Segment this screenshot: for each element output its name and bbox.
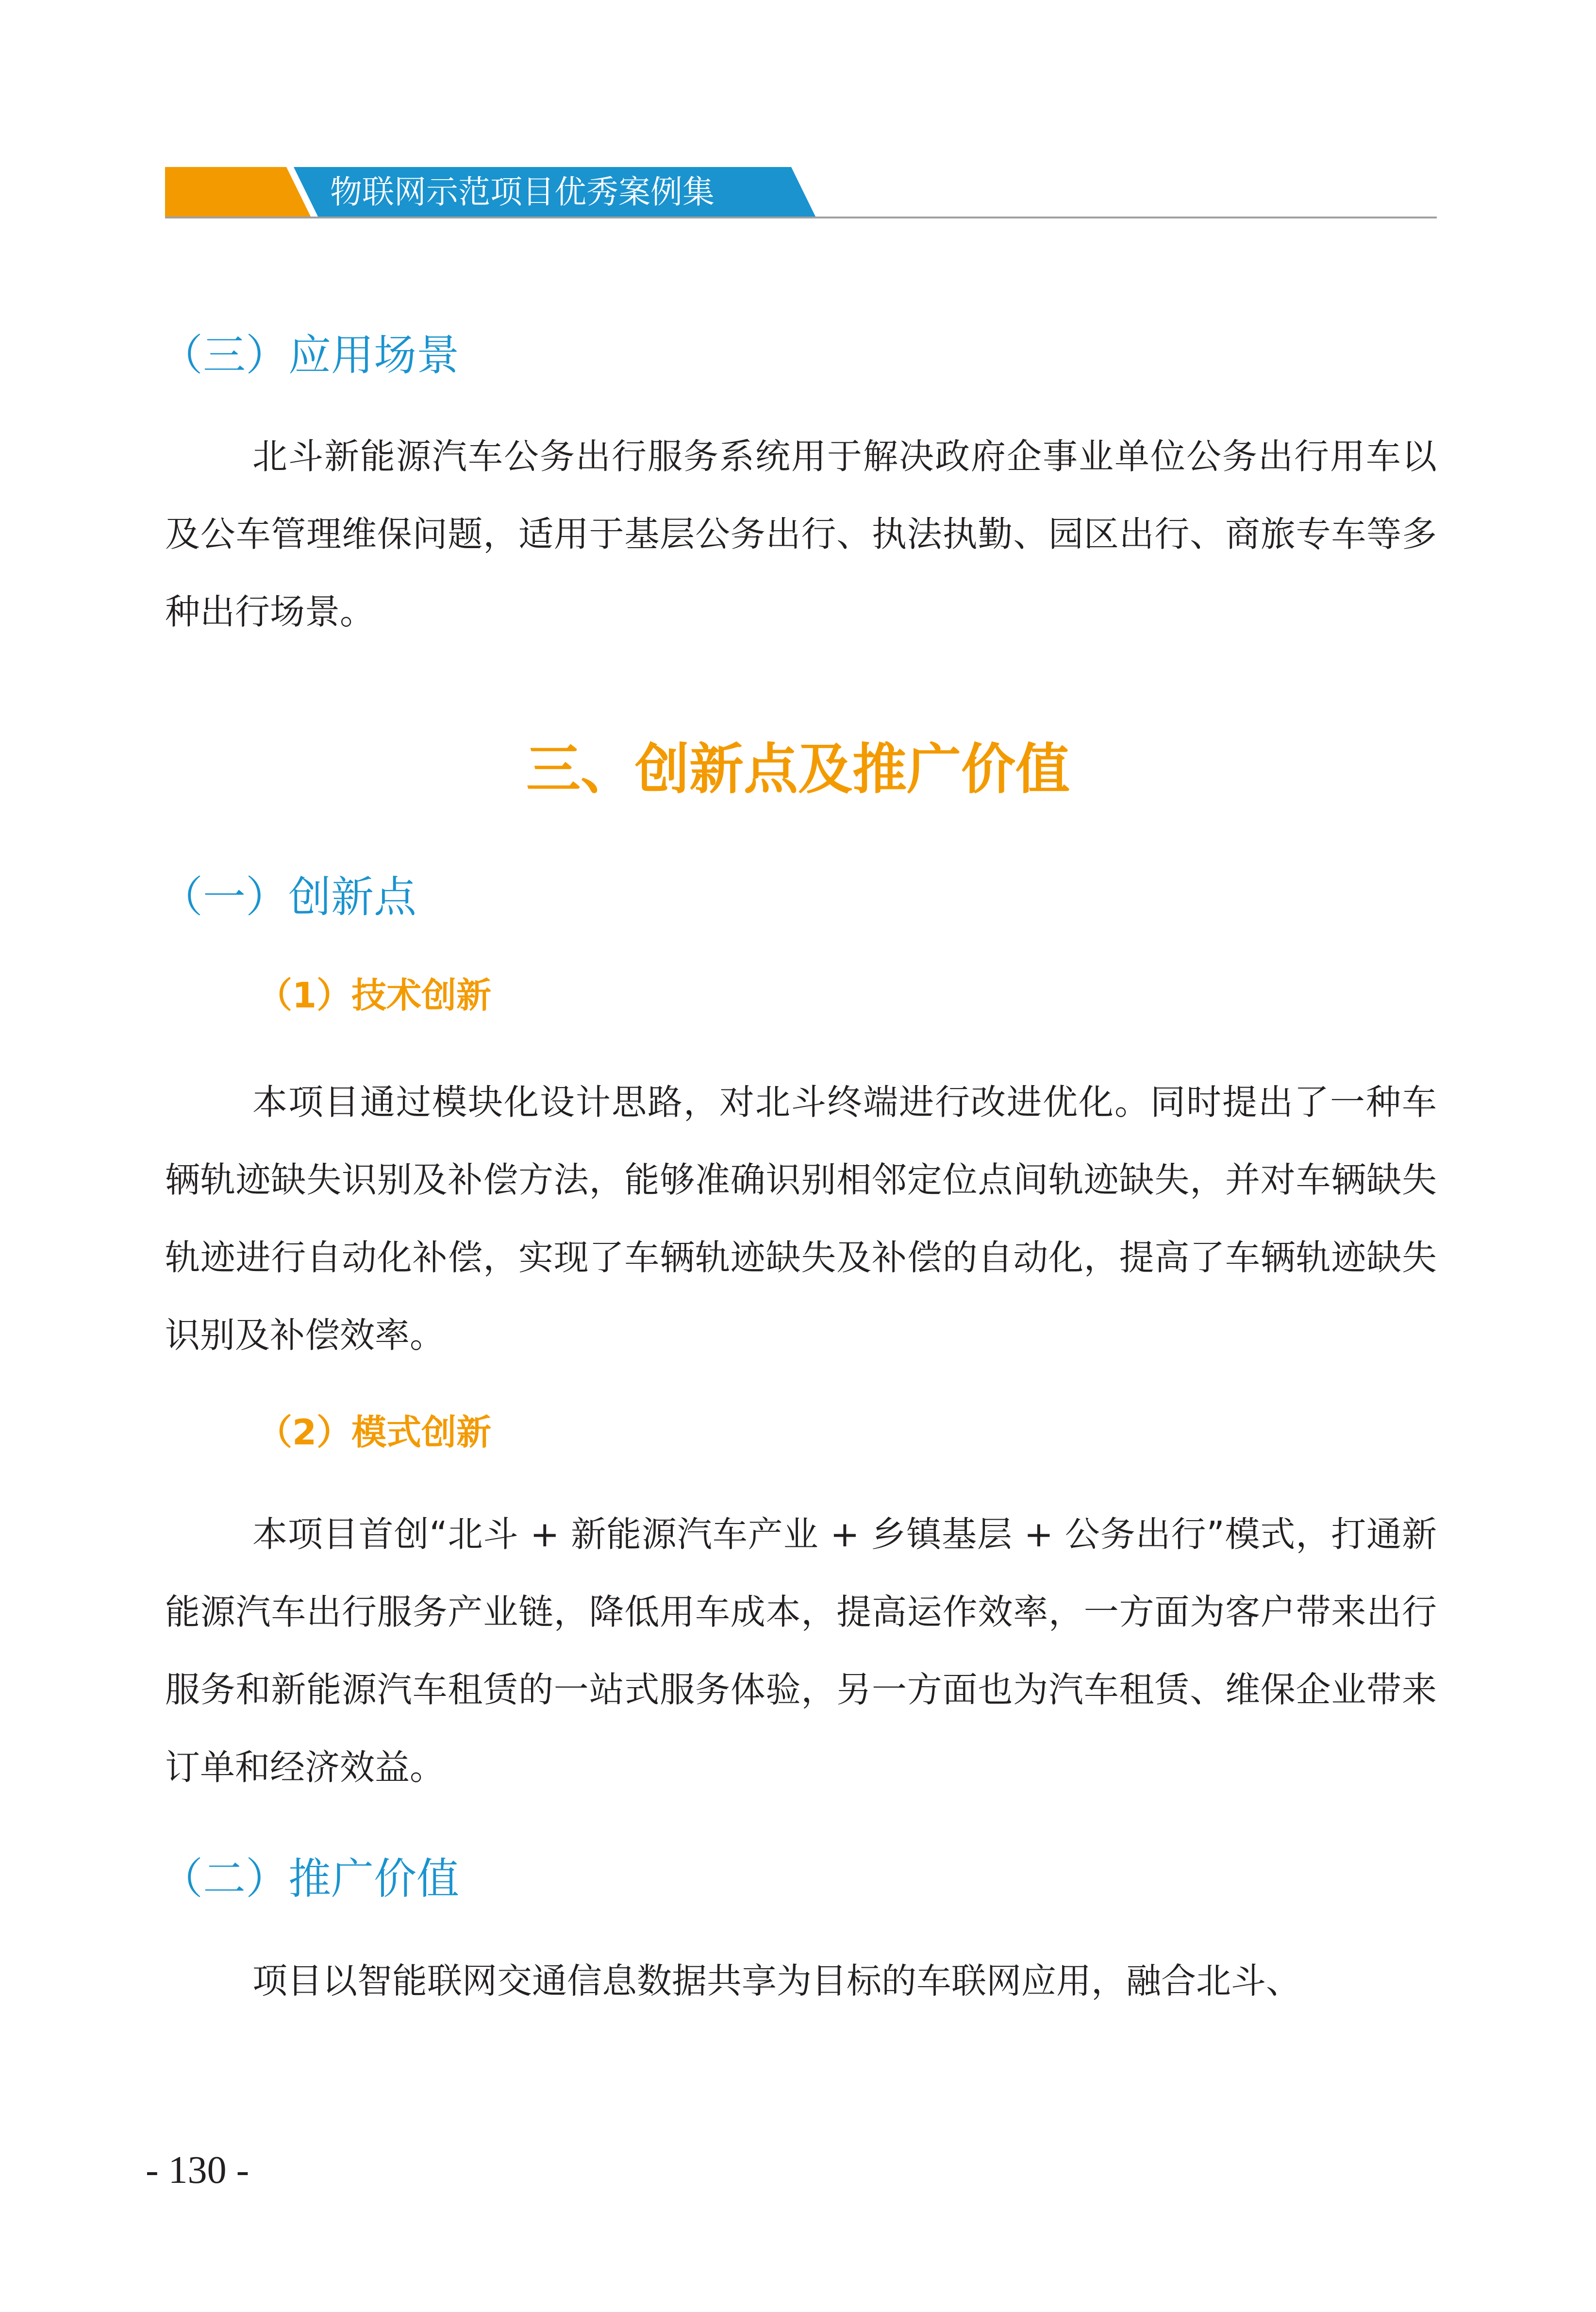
paragraph-application-scenarios: 北斗新能源汽车公务出行服务系统用于解决政府企事业单位公务出行用车以及公车管理维保问题，适用于基层公务出行、执法执勤、园区出行、商旅专车等多种出行场景。 (165, 436, 1437, 632)
subheading-mode-innovation: （2）模式创新 (257, 1412, 492, 1453)
chapter-heading-innovation: 三、创新点及推广价值 (526, 737, 1070, 801)
paragraph-technical-innovation: 本项目通过模块化设计思路，对北斗终端进行改进优化。同时提出了一种车辆轨迹缺失识别及补偿方法，能够准确识别相邻定位点间轨迹缺失，并对车辆缺失轨迹进行自动化补偿，实现了车辆轨迹缺失及补偿的自动化，提高了车辆轨迹缺失识别及补偿效率。 (165, 1082, 1437, 1356)
header-rule (165, 217, 1437, 218)
page-number: - 130 - (146, 2149, 249, 2192)
section-heading-application-scenarios: （三）应用场景 (160, 330, 460, 380)
running-header (165, 163, 1437, 221)
header-orange-tab (165, 167, 311, 217)
paragraph-promotion-value: 项目以智能联网交通信息数据共享为目标的车联网应用，融合北斗、 (252, 1960, 1301, 2001)
header-title: 物联网示范项目优秀案例集 (330, 173, 715, 211)
subheading-technical-innovation: （1）技术创新 (257, 975, 492, 1016)
paragraph-mode-innovation: 本项目首创“北斗 + 新能源汽车产业 + 乡镇基层 + 公务出行”模式，打通新能源汽车出行服务产业链，降低用车成本，提高运作效率，一方面为客户带来出行服务和新能源汽车租赁的一站式服务体验，另一方面也为汽车租赁、维保企业带来订单和经济效益。 (165, 1514, 1437, 1788)
section-heading-promotion-value: （二）推广价值 (160, 1854, 460, 1904)
section-heading-innovation-points: （一）创新点 (160, 872, 417, 922)
